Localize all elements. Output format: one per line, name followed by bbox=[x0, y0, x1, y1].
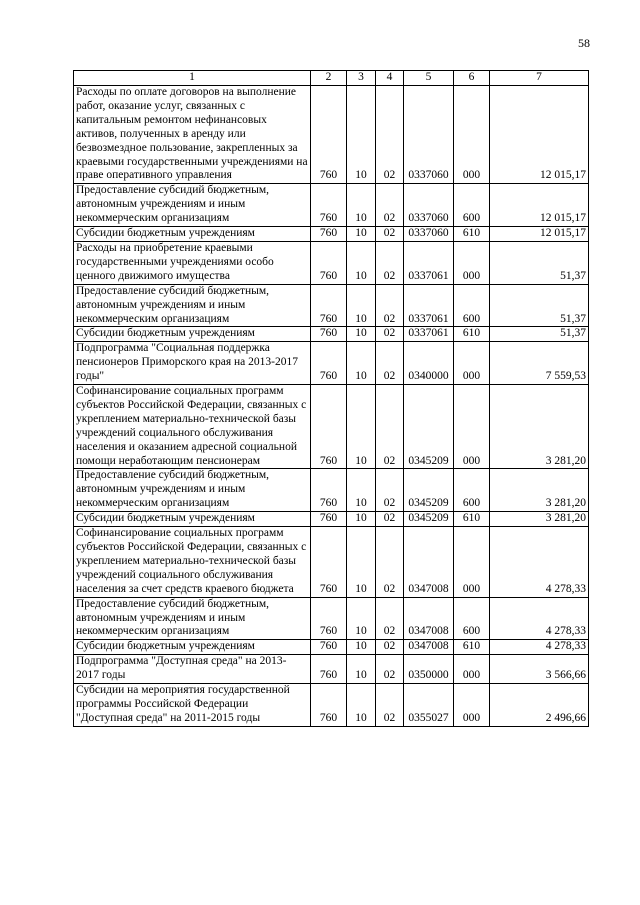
row-col-2: 760 bbox=[311, 342, 347, 385]
row-col-4: 02 bbox=[376, 527, 404, 598]
row-col-5: 0345209 bbox=[404, 512, 454, 527]
table-row bbox=[74, 86, 589, 184]
table-row bbox=[74, 597, 589, 640]
row-name: Субсидии бюджетным учреждениям bbox=[74, 227, 311, 242]
row-amount: 51,37 bbox=[490, 327, 589, 342]
row-col-2: 760 bbox=[311, 241, 347, 284]
row-col-6: 000 bbox=[454, 342, 490, 385]
row-col-5: 0355027 bbox=[404, 684, 454, 727]
row-col-5: 0347008 bbox=[404, 640, 454, 655]
row-amount: 3 281,20 bbox=[490, 385, 589, 469]
row-name: Предоставление субсидий бюджетным, автономным учреждениям и иным некоммерческим организациям bbox=[74, 284, 311, 327]
row-amount: 51,37 bbox=[490, 284, 589, 327]
row-col-6: 610 bbox=[454, 512, 490, 527]
table-body bbox=[74, 86, 589, 727]
row-amount: 12 015,17 bbox=[490, 227, 589, 242]
row-col-3: 10 bbox=[347, 512, 376, 527]
row-name: Расходы по оплате договоров на выполнение работ, оказание услуг, связанных с капитальным ремонтом нефинансовых активов, полученных в аренду или безвозмездное пользование, закрепленных за краевыми государственными учреждениями на праве оперативного управления bbox=[74, 86, 311, 184]
table-row bbox=[74, 469, 589, 512]
row-col-5: 0345209 bbox=[404, 469, 454, 512]
row-col-6: 000 bbox=[454, 385, 490, 469]
row-col-3: 10 bbox=[347, 327, 376, 342]
row-col-4: 02 bbox=[376, 512, 404, 527]
row-col-2: 760 bbox=[311, 684, 347, 727]
row-col-3: 10 bbox=[347, 597, 376, 640]
row-col-4: 02 bbox=[376, 227, 404, 242]
header-col-2: 2 bbox=[311, 71, 347, 86]
row-col-3: 10 bbox=[347, 655, 376, 684]
row-col-4: 02 bbox=[376, 327, 404, 342]
row-col-5: 0347008 bbox=[404, 597, 454, 640]
header-col-3: 3 bbox=[347, 71, 376, 86]
row-col-6: 000 bbox=[454, 527, 490, 598]
header-col-4: 4 bbox=[376, 71, 404, 86]
row-col-3: 10 bbox=[347, 684, 376, 727]
row-col-4: 02 bbox=[376, 284, 404, 327]
row-col-4: 02 bbox=[376, 469, 404, 512]
header-col-7: 7 bbox=[490, 71, 589, 86]
row-col-5: 0337061 bbox=[404, 241, 454, 284]
header-col-6: 6 bbox=[454, 71, 490, 86]
row-name: Подпрограмма "Доступная среда" на 2013-2017 годы bbox=[74, 655, 311, 684]
row-col-2: 760 bbox=[311, 469, 347, 512]
table-row bbox=[74, 284, 589, 327]
row-col-3: 10 bbox=[347, 86, 376, 184]
row-col-6: 000 bbox=[454, 86, 490, 184]
row-col-4: 02 bbox=[376, 385, 404, 469]
row-col-4: 02 bbox=[376, 86, 404, 184]
row-col-2: 760 bbox=[311, 385, 347, 469]
row-name: Подпрограмма "Социальная поддержка пенсионеров Приморского края на 2013-2017 годы" bbox=[74, 342, 311, 385]
row-col-2: 760 bbox=[311, 527, 347, 598]
row-col-5: 0337061 bbox=[404, 284, 454, 327]
row-col-3: 10 bbox=[347, 284, 376, 327]
row-name: Предоставление субсидий бюджетным, автономным учреждениям и иным некоммерческим организациям bbox=[74, 184, 311, 227]
row-col-4: 02 bbox=[376, 655, 404, 684]
row-col-6: 610 bbox=[454, 640, 490, 655]
row-col-3: 10 bbox=[347, 640, 376, 655]
row-amount: 2 496,66 bbox=[490, 684, 589, 727]
row-col-2: 760 bbox=[311, 655, 347, 684]
row-col-6: 600 bbox=[454, 469, 490, 512]
row-amount: 51,37 bbox=[490, 241, 589, 284]
row-amount: 3 566,66 bbox=[490, 655, 589, 684]
row-name: Предоставление субсидий бюджетным, автономным учреждениям и иным некоммерческим организациям bbox=[74, 597, 311, 640]
row-col-5: 0345209 bbox=[404, 385, 454, 469]
row-col-5: 0337060 bbox=[404, 184, 454, 227]
row-name: Софинансирование социальных программ субъектов Российской Федерации, связанных с укреплением материально-технической базы учреждений социального обслуживания населения за счет средств краевого бюджета bbox=[74, 527, 311, 598]
row-col-3: 10 bbox=[347, 184, 376, 227]
row-amount: 12 015,17 bbox=[490, 86, 589, 184]
row-col-6: 610 bbox=[454, 227, 490, 242]
row-name: Субсидии бюджетным учреждениям bbox=[74, 327, 311, 342]
row-col-3: 10 bbox=[347, 342, 376, 385]
row-name: Субсидии бюджетным учреждениям bbox=[74, 640, 311, 655]
table-row bbox=[74, 527, 589, 598]
row-col-6: 600 bbox=[454, 597, 490, 640]
row-name: Расходы на приобретение краевыми государственными учреждениями особо ценного движимого имущества bbox=[74, 241, 311, 284]
row-col-5: 0350000 bbox=[404, 655, 454, 684]
table-row bbox=[74, 342, 589, 385]
row-name: Субсидии бюджетным учреждениям bbox=[74, 512, 311, 527]
table-row bbox=[74, 327, 589, 342]
row-col-6: 600 bbox=[454, 184, 490, 227]
page-number: 58 bbox=[578, 36, 590, 50]
row-col-3: 10 bbox=[347, 527, 376, 598]
row-col-4: 02 bbox=[376, 342, 404, 385]
row-col-6: 610 bbox=[454, 327, 490, 342]
row-col-5: 0337060 bbox=[404, 227, 454, 242]
row-name: Субсидии на мероприятия государственной программы Российской Федерации "Доступная среда" на 2011-2015 годы bbox=[74, 684, 311, 727]
row-amount: 3 281,20 bbox=[490, 512, 589, 527]
row-col-5: 0347008 bbox=[404, 527, 454, 598]
row-col-2: 760 bbox=[311, 86, 347, 184]
row-amount: 3 281,20 bbox=[490, 469, 589, 512]
row-col-2: 760 bbox=[311, 184, 347, 227]
row-col-3: 10 bbox=[347, 241, 376, 284]
row-col-5: 0340000 bbox=[404, 342, 454, 385]
row-col-6: 000 bbox=[454, 684, 490, 727]
row-col-2: 760 bbox=[311, 284, 347, 327]
row-amount: 4 278,33 bbox=[490, 527, 589, 598]
row-col-2: 760 bbox=[311, 512, 347, 527]
row-col-4: 02 bbox=[376, 241, 404, 284]
row-name: Софинансирование социальных программ субъектов Российской Федерации, связанных с укреплением материально-технической базы учреждений социального обслуживания населения и оказанием адресной социальной помощи неработающим пенсионерам bbox=[74, 385, 311, 469]
row-amount: 7 559,53 bbox=[490, 342, 589, 385]
row-col-2: 760 bbox=[311, 640, 347, 655]
row-col-3: 10 bbox=[347, 385, 376, 469]
row-name: Предоставление субсидий бюджетным, автономным учреждениям и иным некоммерческим организациям bbox=[74, 469, 311, 512]
row-col-4: 02 bbox=[376, 640, 404, 655]
row-col-4: 02 bbox=[376, 184, 404, 227]
table-row bbox=[74, 184, 589, 227]
row-col-6: 000 bbox=[454, 655, 490, 684]
row-col-6: 000 bbox=[454, 241, 490, 284]
row-col-3: 10 bbox=[347, 469, 376, 512]
table-row bbox=[74, 655, 589, 684]
table-row bbox=[74, 385, 589, 469]
table-row bbox=[74, 241, 589, 284]
row-col-3: 10 bbox=[347, 227, 376, 242]
budget-table bbox=[73, 70, 589, 727]
row-amount: 4 278,33 bbox=[490, 597, 589, 640]
table-row bbox=[74, 684, 589, 727]
row-col-2: 760 bbox=[311, 227, 347, 242]
row-amount: 4 278,33 bbox=[490, 640, 589, 655]
row-col-6: 600 bbox=[454, 284, 490, 327]
row-col-2: 760 bbox=[311, 327, 347, 342]
row-col-4: 02 bbox=[376, 684, 404, 727]
table-row bbox=[74, 512, 589, 527]
table-row bbox=[74, 227, 589, 242]
header-row bbox=[74, 71, 589, 86]
row-col-5: 0337060 bbox=[404, 86, 454, 184]
row-amount: 12 015,17 bbox=[490, 184, 589, 227]
row-col-2: 760 bbox=[311, 597, 347, 640]
table-row bbox=[74, 640, 589, 655]
row-col-4: 02 bbox=[376, 597, 404, 640]
row-col-5: 0337061 bbox=[404, 327, 454, 342]
header-col-1: 1 bbox=[74, 71, 311, 86]
header-col-5: 5 bbox=[404, 71, 454, 86]
